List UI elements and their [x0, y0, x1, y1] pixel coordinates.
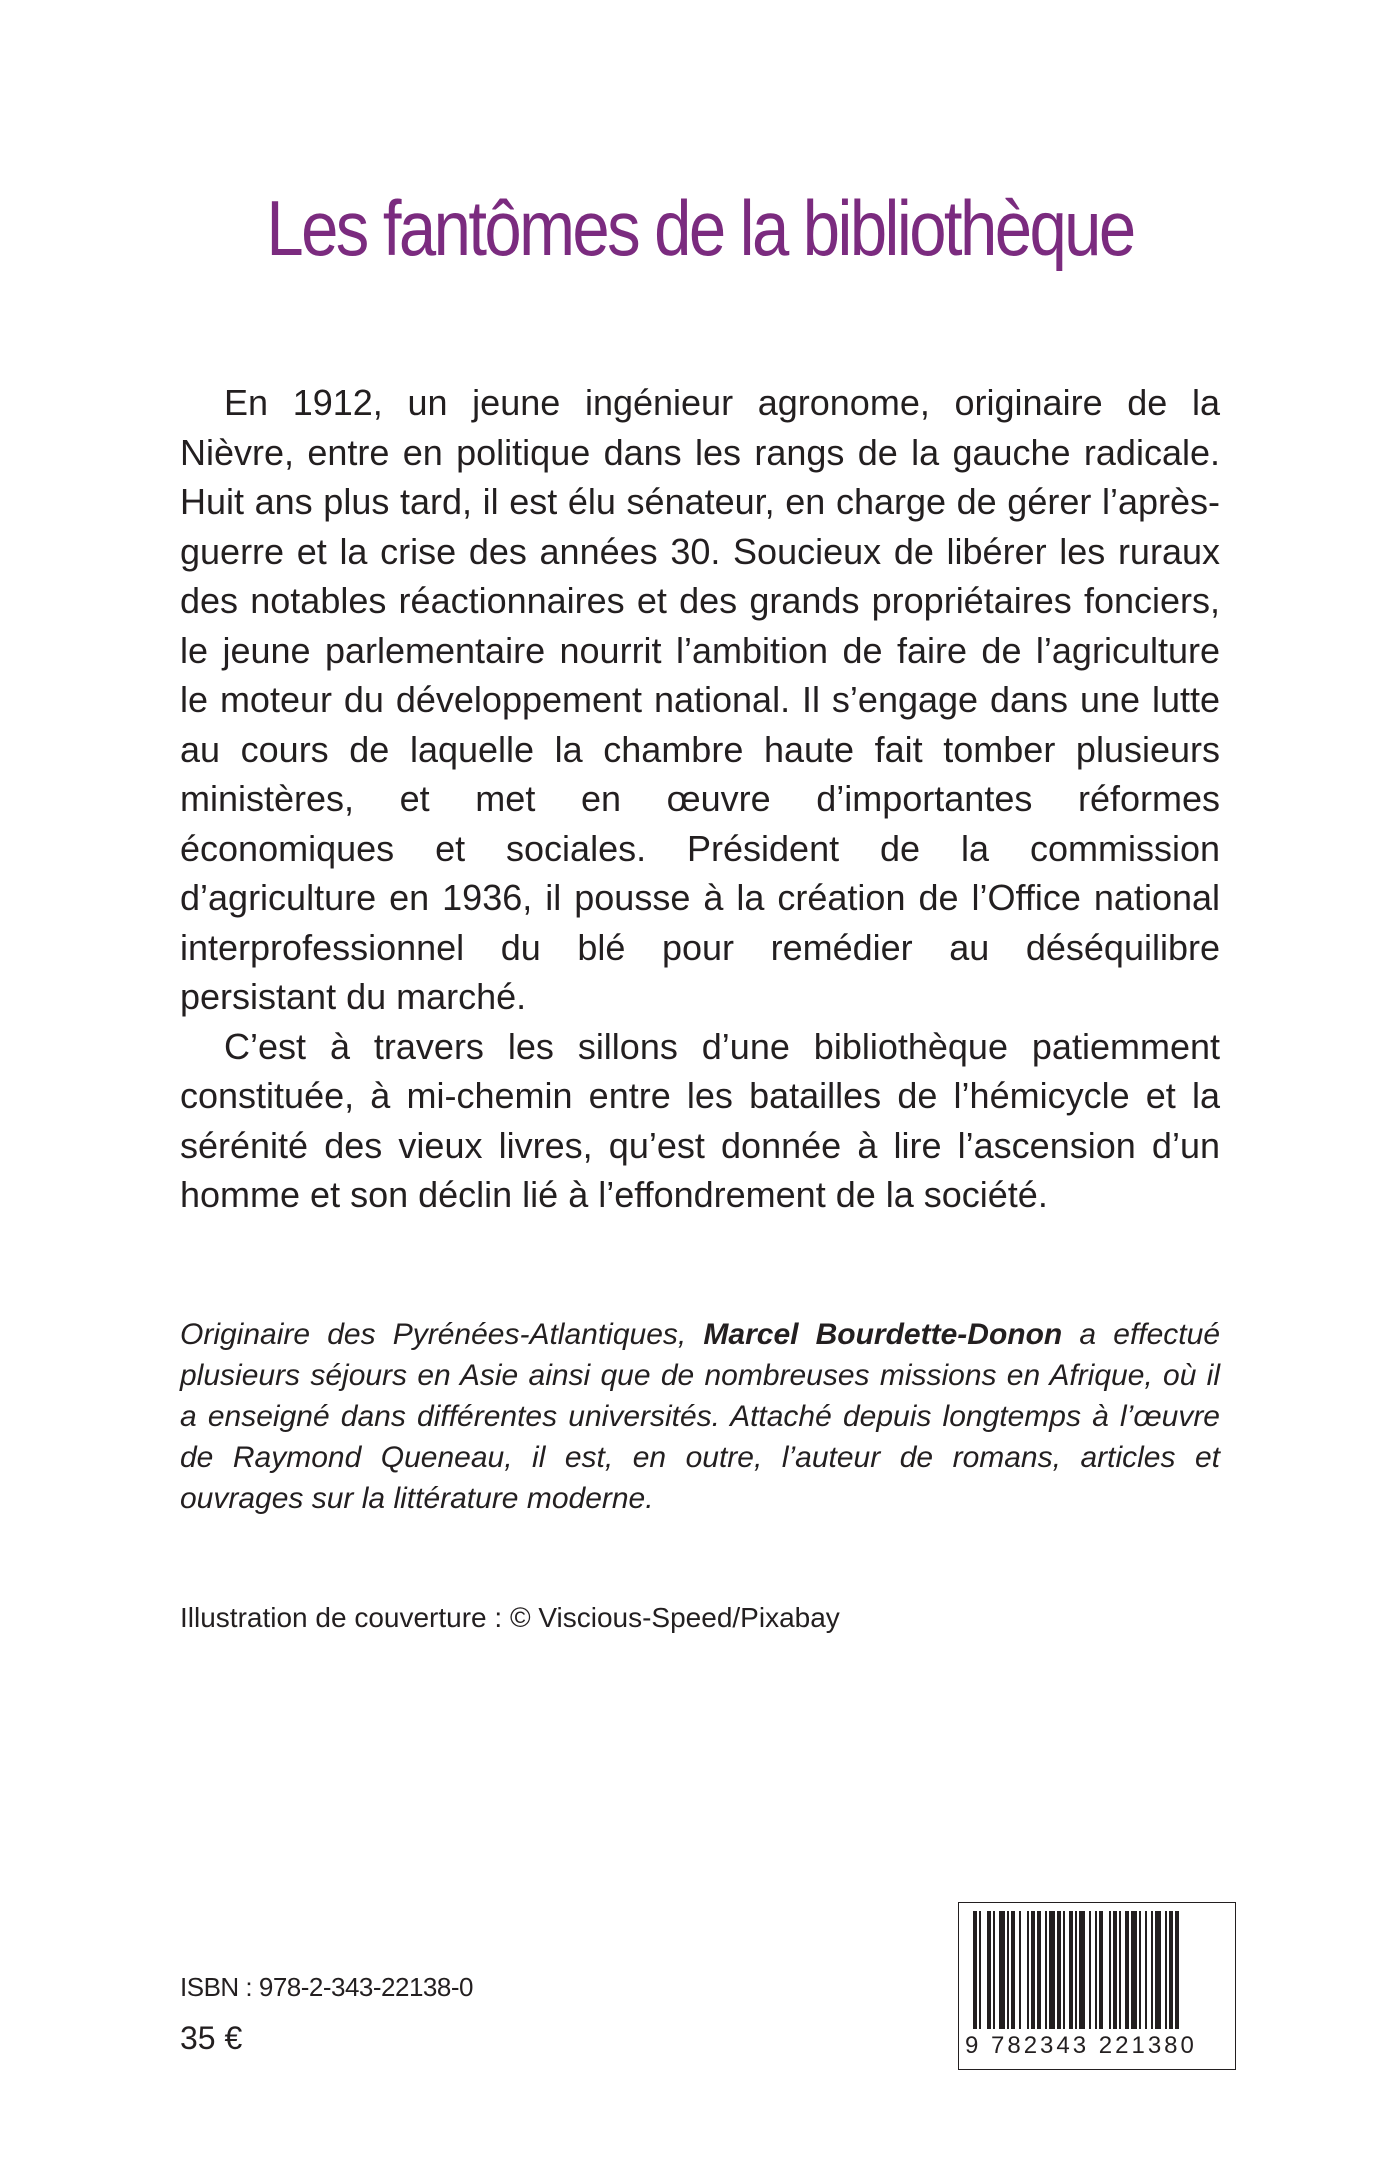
barcode-bar — [1007, 1911, 1009, 2029]
barcode-bar — [1125, 1911, 1129, 2029]
barcode-bar — [1079, 1911, 1085, 2029]
book-title: Les fantômes de la bibliothèque — [266, 184, 1134, 272]
summary-paragraph-2: C’est à travers les sillons d’une bibliothèque patiemment constituée, à mi-chemin entre les batailles de l’hémicycle et la sérénité des vieux livres, qu’est donnée à lire l’ascension d’un homme et son déclin lié à l’effondrement de la société. — [180, 1025, 1220, 1215]
barcode-bar — [1089, 1911, 1091, 2029]
barcode-bar — [1095, 1911, 1097, 2029]
barcode-bar — [987, 1911, 991, 2029]
barcode-bar — [1139, 1911, 1141, 2029]
barcode-bar — [1049, 1911, 1055, 2029]
barcode-bar — [1063, 1911, 1065, 2029]
barcode-bar — [1119, 1911, 1121, 2029]
barcode-bar — [973, 1911, 977, 2029]
barcode-digits: 9 782343 221380 — [965, 2032, 1197, 2059]
barcode-bar — [1031, 1911, 1035, 2029]
barcode-bar — [1075, 1911, 1077, 2029]
barcode-bar — [1165, 1911, 1167, 2029]
book-summary — [180, 378, 1220, 1220]
author-bio-lead: Originaire des Pyrénées-Atlantiques, — [180, 1318, 704, 1351]
barcode-bar — [999, 1911, 1005, 2029]
author-bio-text: a effectué plusieurs séjours en Asie ainsi que de nombreuses missions en Afrique, où il a enseigné dans différentes universités. Attaché depuis longtemps à l’œuvre de Raymond Queneau, il est, en outre, l’auteur de romans, articles et ouvrages sur la littérature moderne. — [180, 1318, 1220, 1515]
barcode-bar — [1169, 1911, 1173, 2029]
illustration-credit: Illustration de couverture : © Viscious-Speed/Pixabay — [180, 1602, 840, 1633]
barcode-bar — [1113, 1911, 1117, 2029]
summary-paragraph-1: En 1912, un jeune ingénieur agronome, originaire de la Nièvre, entre en politique dans les rangs de la gauche radicale. Huit ans plus tard, il est élu sénateur, en charge de gérer l’après-guerre et la crise des années 30. Soucieux de libérer les ruraux des notables réactionnaires et des grands propriétaires fonciers, le jeune parlementaire nourrit l’ambition de faire de l’agriculture le moteur du développement national. Il s’engage dans une lutte au cours de laquelle la chambre haute fait tomber plusieurs ministères, et met en œuvre d’importantes réformes économiques et sociales. Président de la commission d’agriculture en 1936, il pousse à la création de l’Office national interprofessionnel du blé pour remédier au déséquilibre persistant du marché. — [180, 382, 1220, 1017]
barcode-bar — [1151, 1911, 1153, 2029]
barcode-bar — [1175, 1911, 1179, 2029]
barcode — [958, 1902, 1236, 2070]
author-name: Marcel Bourdette-Donon — [703, 1318, 1063, 1351]
barcode-bar — [1155, 1911, 1161, 2029]
barcode-bar — [1099, 1911, 1103, 2029]
barcode-bar — [1011, 1911, 1015, 2029]
barcode-bar — [979, 1911, 981, 2029]
barcode-bar — [1037, 1911, 1041, 2029]
price-text: 35 € — [180, 2020, 243, 2056]
barcode-bar — [1019, 1911, 1021, 2029]
isbn-text: ISBN : 978-2-343-22138-0 — [180, 1972, 473, 2002]
author-bio — [180, 1314, 1220, 1519]
barcode-bar — [993, 1911, 995, 2029]
barcode-bar — [1145, 1911, 1147, 2029]
barcode-bar — [1045, 1911, 1047, 2029]
barcode-bar — [1057, 1911, 1061, 2029]
barcode-bar — [1069, 1911, 1073, 2029]
barcode-bar — [1131, 1911, 1137, 2029]
barcode-bar — [1109, 1911, 1111, 2029]
barcode-bar — [1027, 1911, 1029, 2029]
barcode-bars-graphic — [959, 1903, 1235, 2033]
